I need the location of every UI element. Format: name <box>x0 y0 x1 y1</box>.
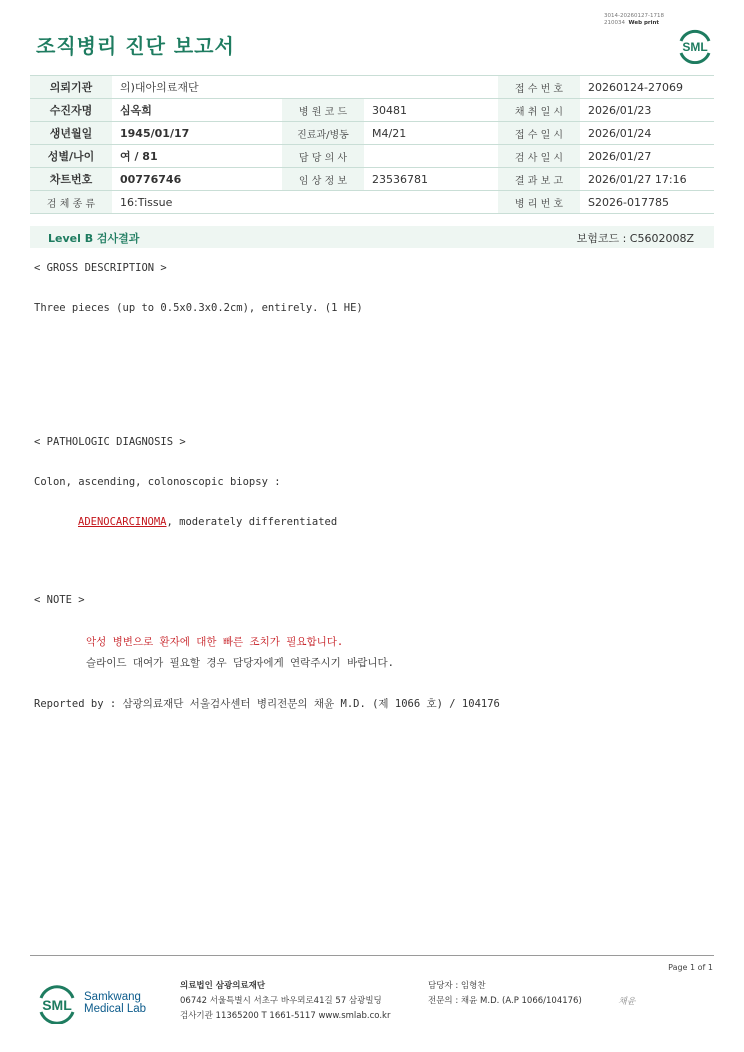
diagnosis-rest: , moderately differentiated <box>166 516 338 528</box>
staff-name: 임형찬 <box>460 981 486 991</box>
label-accession-no: 접 수 번 호 <box>498 76 580 99</box>
value-chart-no: 00776746 <box>112 168 282 191</box>
table-row <box>30 168 714 191</box>
label-exam-date: 검 사 일 시 <box>498 145 580 168</box>
print-code: 3014-20260127-1718 <box>604 13 664 19</box>
value-sex-age: 여 / 81 <box>112 145 282 168</box>
note-heading: < NOTE > <box>34 594 85 606</box>
reported-by: Reported by : 삼광의료재단 서울검사센터 병리전문의 채윤 M.D. (제 1066 호) / 104176 <box>34 698 500 710</box>
specialist-label: 전문의 : <box>428 996 459 1006</box>
label-collection-date: 채 취 일 시 <box>498 99 580 122</box>
brand-line-1: Samkwang <box>84 991 141 1003</box>
label-patient-name: 수진자명 <box>30 99 112 122</box>
label-clinical-info: 임 상 정 보 <box>282 168 364 191</box>
label-requester: 의뢰기관 <box>30 76 112 99</box>
diagnosis-site: Colon, ascending, colonoscopic biopsy : <box>34 476 281 488</box>
print-label: Web print <box>628 20 660 26</box>
insurance-code: 보험코드 : C5602008Z <box>576 232 694 245</box>
sml-footer-logo-text: SML <box>42 997 72 1013</box>
footer-org-info <box>180 979 390 1024</box>
org-name: 의료법인 삼광의료재단 <box>180 981 266 991</box>
footer-staff-info <box>428 979 582 1009</box>
value-accession-no: 20260124-27069 <box>580 76 714 99</box>
patient-info-table <box>30 75 714 214</box>
label-birth-date: 생년월일 <box>30 122 112 145</box>
signature: 채윤 <box>618 997 636 1007</box>
specialist-name: 채윤 M.D. (A.P 1066/104176) <box>460 996 582 1006</box>
table-row <box>30 122 714 145</box>
table-row <box>30 145 714 168</box>
value-received-date: 2026/01/24 <box>580 122 714 145</box>
label-chart-no: 차트번호 <box>30 168 112 191</box>
level-bar <box>30 226 714 248</box>
sml-logo-text: SML <box>682 40 708 54</box>
note-line-2: 슬라이드 대여가 필요할 경우 담당자에게 연락주시기 바랍니다. <box>86 657 394 669</box>
value-result-report: 2026/01/27 17:16 <box>580 168 714 191</box>
page-title: 조직병리 진단 보고서 <box>36 34 235 58</box>
page-number: Page 1 of 1 <box>668 963 713 972</box>
sml-footer-logo <box>36 982 78 1024</box>
org-contact: 검사기관 11365200 T 1661-5117 www.smlab.co.kr <box>180 1011 391 1021</box>
footer-divider <box>30 955 714 956</box>
value-collection-date: 2026/01/23 <box>580 99 714 122</box>
table-row <box>30 76 714 99</box>
value-patient-name: 심옥희 <box>112 99 282 122</box>
gross-heading: < GROSS DESCRIPTION > <box>34 262 167 274</box>
level-label: Level B 검사결과 <box>48 232 140 245</box>
print-code2: 210034 <box>604 20 625 26</box>
value-pathology-no: S2026-017785 <box>580 191 714 214</box>
brand-line-2: Medical Lab <box>84 1003 147 1015</box>
value-requester: 의)대아의료재단 <box>112 76 498 99</box>
diagnosis-main: ADENOCARCINOMA <box>78 516 167 528</box>
staff-label: 담당자 : <box>428 981 459 991</box>
label-physician: 담 당 의 사 <box>282 145 364 168</box>
label-department: 진료과/병동 <box>282 122 364 145</box>
value-exam-date: 2026/01/27 <box>580 145 714 168</box>
value-specimen-type: 16:Tissue <box>112 191 498 214</box>
label-received-date: 접 수 일 시 <box>498 122 580 145</box>
diagnosis-line <box>78 516 337 528</box>
value-birth-date: 1945/01/17 <box>112 122 282 145</box>
value-physician <box>364 145 498 168</box>
value-clinical-info: 23536781 <box>364 168 498 191</box>
label-specimen-type: 검 체 종 류 <box>30 191 112 214</box>
gross-text: Three pieces (up to 0.5x0.3x0.2cm), entirely. (1 HE) <box>34 302 363 314</box>
table-row <box>30 99 714 122</box>
label-sex-age: 성별/나이 <box>30 145 112 168</box>
value-department: M4/21 <box>364 122 498 145</box>
note-line-1: 악성 병변으로 환자에 대한 빠른 조치가 필요합니다. <box>86 636 344 648</box>
label-pathology-no: 병 리 번 호 <box>498 191 580 214</box>
label-hospital-code: 병 원 코 드 <box>282 99 364 122</box>
brand-name <box>84 991 146 1015</box>
sml-logo <box>676 26 714 64</box>
diagnosis-heading: < PATHOLOGIC DIAGNOSIS > <box>34 436 186 448</box>
label-result-report: 결 과 보 고 <box>498 168 580 191</box>
value-hospital-code: 30481 <box>364 99 498 122</box>
print-meta <box>604 13 664 27</box>
org-address: 06742 서울특별시 서초구 바우뫼로41길 57 삼광빌딩 <box>180 996 382 1006</box>
table-row <box>30 191 714 214</box>
